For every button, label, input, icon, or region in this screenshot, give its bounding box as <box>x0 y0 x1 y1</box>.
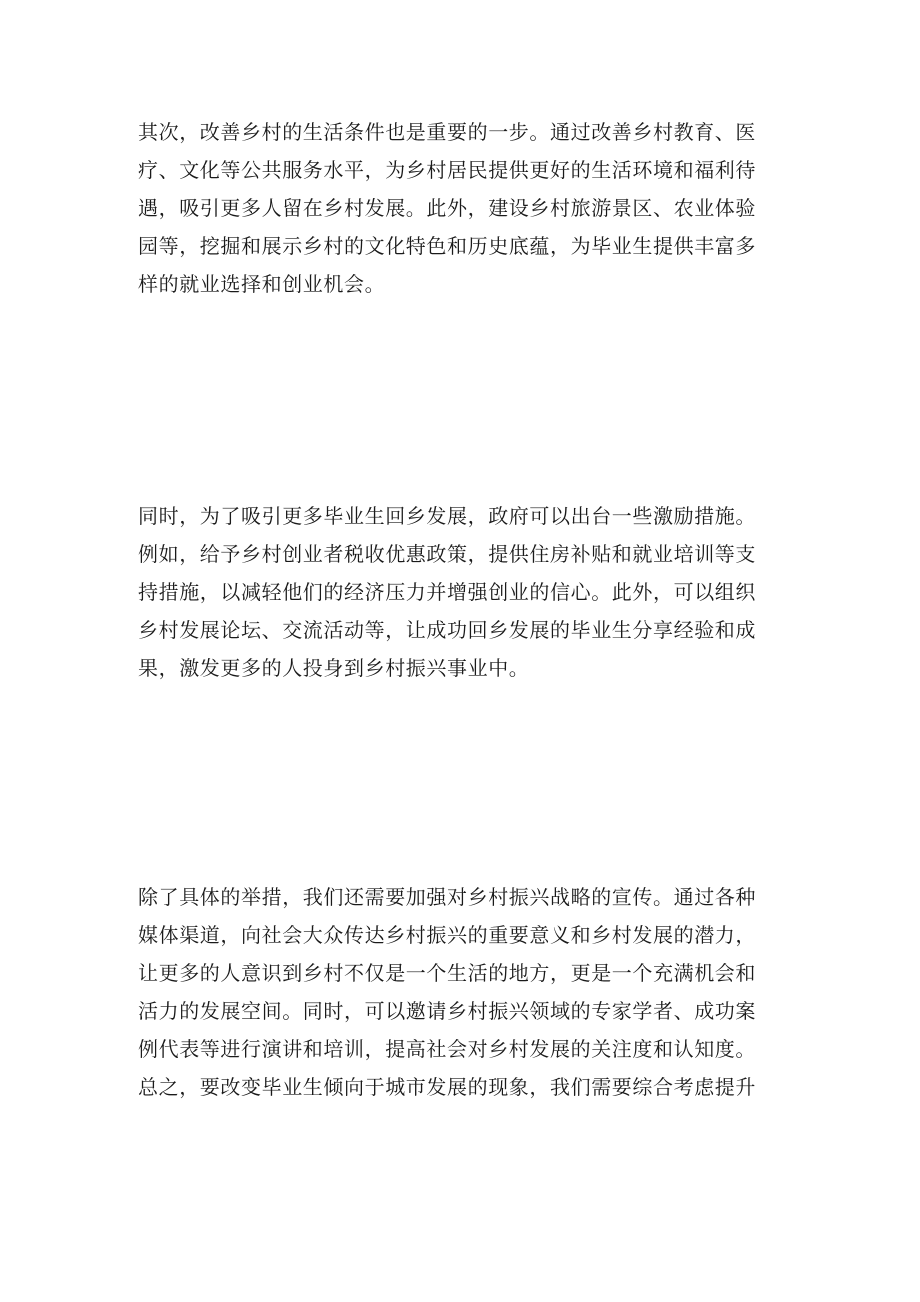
text-line: 让更多的人意识到乡村不仅是一个生活的地方，更是一个充满机会和 <box>138 961 756 985</box>
text-line: 遇，吸引更多人留在乡村发展。此外，建设乡村旅游景区、农业体验 <box>138 196 756 220</box>
text-line: 媒体渠道，向社会大众传达乡村振兴的重要意义和乡村发展的潜力， <box>138 923 756 947</box>
text-line: 持措施，以减轻他们的经济压力并增强创业的信心。此外，可以组织 <box>138 580 756 604</box>
text-line: 疗、文化等公共服务水平，为乡村居民提供更好的生活环境和福利待 <box>138 158 756 182</box>
text-line: 园等，挖掘和展示乡村的文化特色和历史底蕴，为毕业生提供丰富多 <box>138 234 756 258</box>
text-line: 样的就业选择和创业机会。 <box>138 272 386 296</box>
paragraph-publicity-strategy <box>138 878 798 1106</box>
text-line: 果，激发更多的人投身到乡村振兴事业中。 <box>138 656 530 680</box>
text-line: 同时，为了吸引更多毕业生回乡发展，政府可以出台一些激励措施。 <box>138 504 756 528</box>
text-line: 其次，改善乡村的生活条件也是重要的一步。通过改善乡村教育、医 <box>138 120 756 144</box>
text-line: 总之，要改变毕业生倾向于城市发展的现象，我们需要综合考虑提升 <box>138 1075 756 1099</box>
text-line: 乡村发展论坛、交流活动等，让成功回乡发展的毕业生分享经验和成 <box>138 618 756 642</box>
paragraph-incentive-measures <box>138 497 798 687</box>
text-line: 例代表等进行演讲和培训，提高社会对乡村发展的关注度和认知度。 <box>138 1037 756 1061</box>
text-line: 例如，给予乡村创业者税收优惠政策，提供住房补贴和就业培训等支 <box>138 542 756 566</box>
text-line: 除了具体的举措，我们还需要加强对乡村振兴战略的宣传。通过各种 <box>138 885 756 909</box>
paragraph-rural-living-conditions <box>138 113 798 303</box>
text-line: 活力的发展空间。同时，可以邀请乡村振兴领域的专家学者、成功案 <box>138 999 756 1023</box>
